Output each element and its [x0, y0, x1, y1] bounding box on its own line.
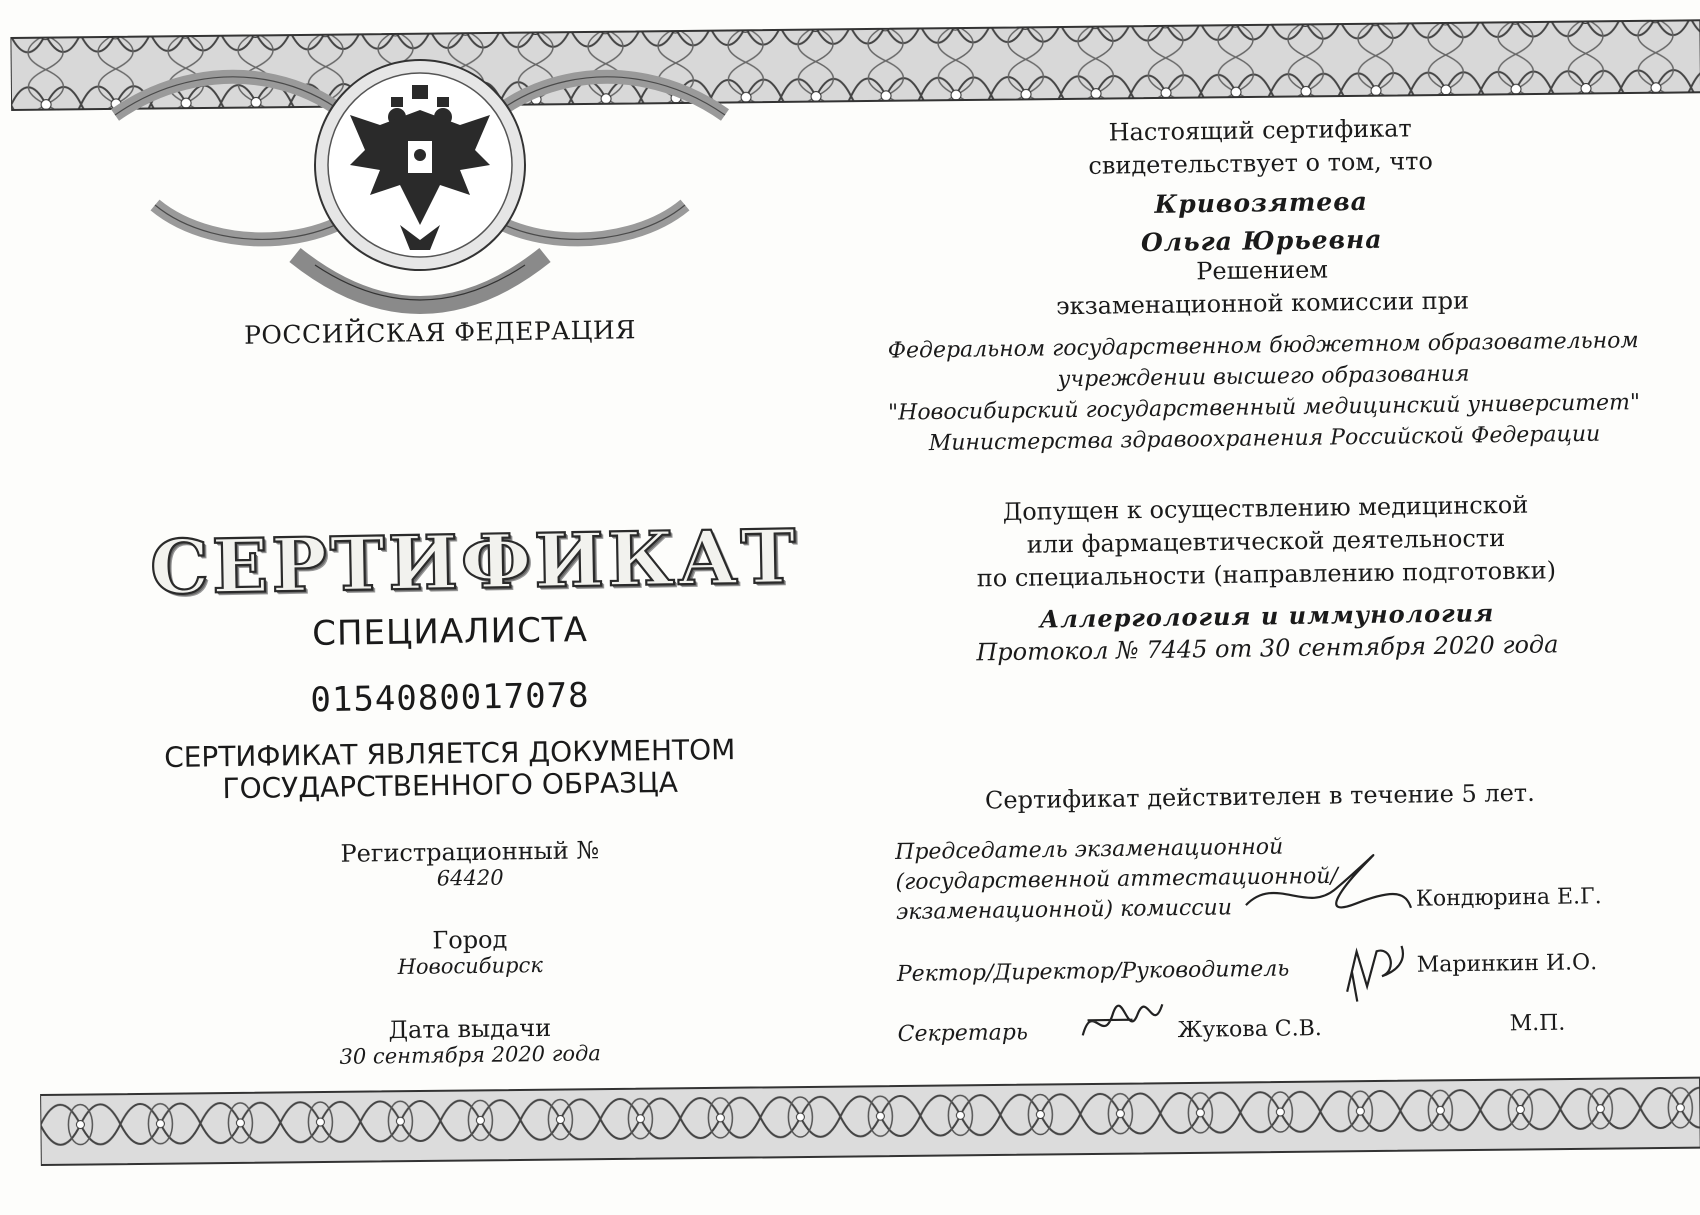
city-label: Город: [432, 925, 508, 955]
institution-line-3: "Новосибирский государственный медицинский университет": [887, 390, 1641, 426]
rector-signature-icon: [1336, 931, 1417, 1012]
institution-line-4: Министерства здравоохранения Российской Федерации: [928, 421, 1601, 457]
rector-label: Ректор/Директор/Руководитель: [896, 956, 1290, 987]
city-value: Новосибирск: [397, 952, 543, 980]
decision-line-1: Решением: [1196, 255, 1329, 286]
emblem-ornament: [95, 55, 745, 315]
bottom-guilloche-border: [40, 1068, 1700, 1200]
state-note-line-1: СЕРТИФИКАТ ЯВЛЯЕТСЯ ДОКУМЕНТОМ: [163, 733, 736, 774]
admission-line-2: или фармацевтической деятельности: [1026, 524, 1506, 559]
intro-line-2: свидетельствует о том, что: [1088, 147, 1434, 180]
holder-given-names: Ольга Юрьевна: [1140, 224, 1383, 258]
specialty: Аллергология и иммунология: [1039, 598, 1495, 634]
chair-label-line-1: Председатель экзаменационной: [895, 834, 1284, 865]
admission-line-1: Допущен к осуществлению медицинской: [1002, 490, 1529, 527]
chair-name: Кондюрина Е.Г.: [1415, 884, 1602, 912]
institution-line-1: Федеральном государственном бюджетном образовательном: [887, 328, 1639, 364]
seal-placement-mark: М.П.: [1509, 1010, 1566, 1037]
certificate-subtitle: СПЕЦИАЛИСТА: [311, 610, 589, 654]
serial-number: 0154080017078: [310, 675, 590, 721]
signatures-block: [895, 829, 1658, 1080]
chair-signature-icon: [1235, 833, 1416, 926]
certificate-title: СЕРТИФИКАТ: [149, 514, 800, 612]
intro-line-1: Настоящий сертификат: [1108, 114, 1412, 147]
institution-line-2: учреждении высшего образования: [1057, 361, 1470, 393]
secretary-label: Секретарь: [897, 1020, 1029, 1047]
issue-date-block: [260, 1012, 681, 1070]
admission-line-3: по специальности (направлению подготовки): [976, 556, 1557, 593]
certificate-body: [860, 109, 1668, 668]
secretary-name: Жукова С.В.: [1177, 1016, 1322, 1044]
secretary-signature-icon: [1072, 994, 1173, 1055]
issue-date-value: 30 сентября 2020 года: [339, 1041, 601, 1069]
validity-period: Сертификат действителен в течение 5 лет.: [984, 778, 1535, 815]
decision-line-2: экзаменационной комиссии при: [1055, 286, 1470, 321]
holder-surname: Кривозятева: [1154, 186, 1369, 219]
issue-date-label: Дата выдачи: [388, 1013, 552, 1045]
chair-label-line-2: (государственной аттестационной/: [895, 863, 1339, 895]
country-name: РОССИЙСКАЯ ФЕДЕРАЦИЯ: [243, 315, 637, 350]
chair-label-line-3: экзаменационной) комиссии: [895, 895, 1233, 925]
state-standard-note: [120, 733, 781, 806]
registration-number: 64420: [436, 865, 504, 891]
city-block: [260, 923, 681, 981]
registration-label: Регистрационный №: [340, 836, 600, 868]
state-note-line-2: ГОСУДАРСТВЕННОГО ОБРАЗЦА: [222, 765, 679, 806]
protocol: Протокол № 7445 от 30 сентября 2020 года: [976, 630, 1559, 667]
rector-name: Маринкин И.О.: [1416, 950, 1598, 978]
registration-block: [260, 835, 681, 893]
